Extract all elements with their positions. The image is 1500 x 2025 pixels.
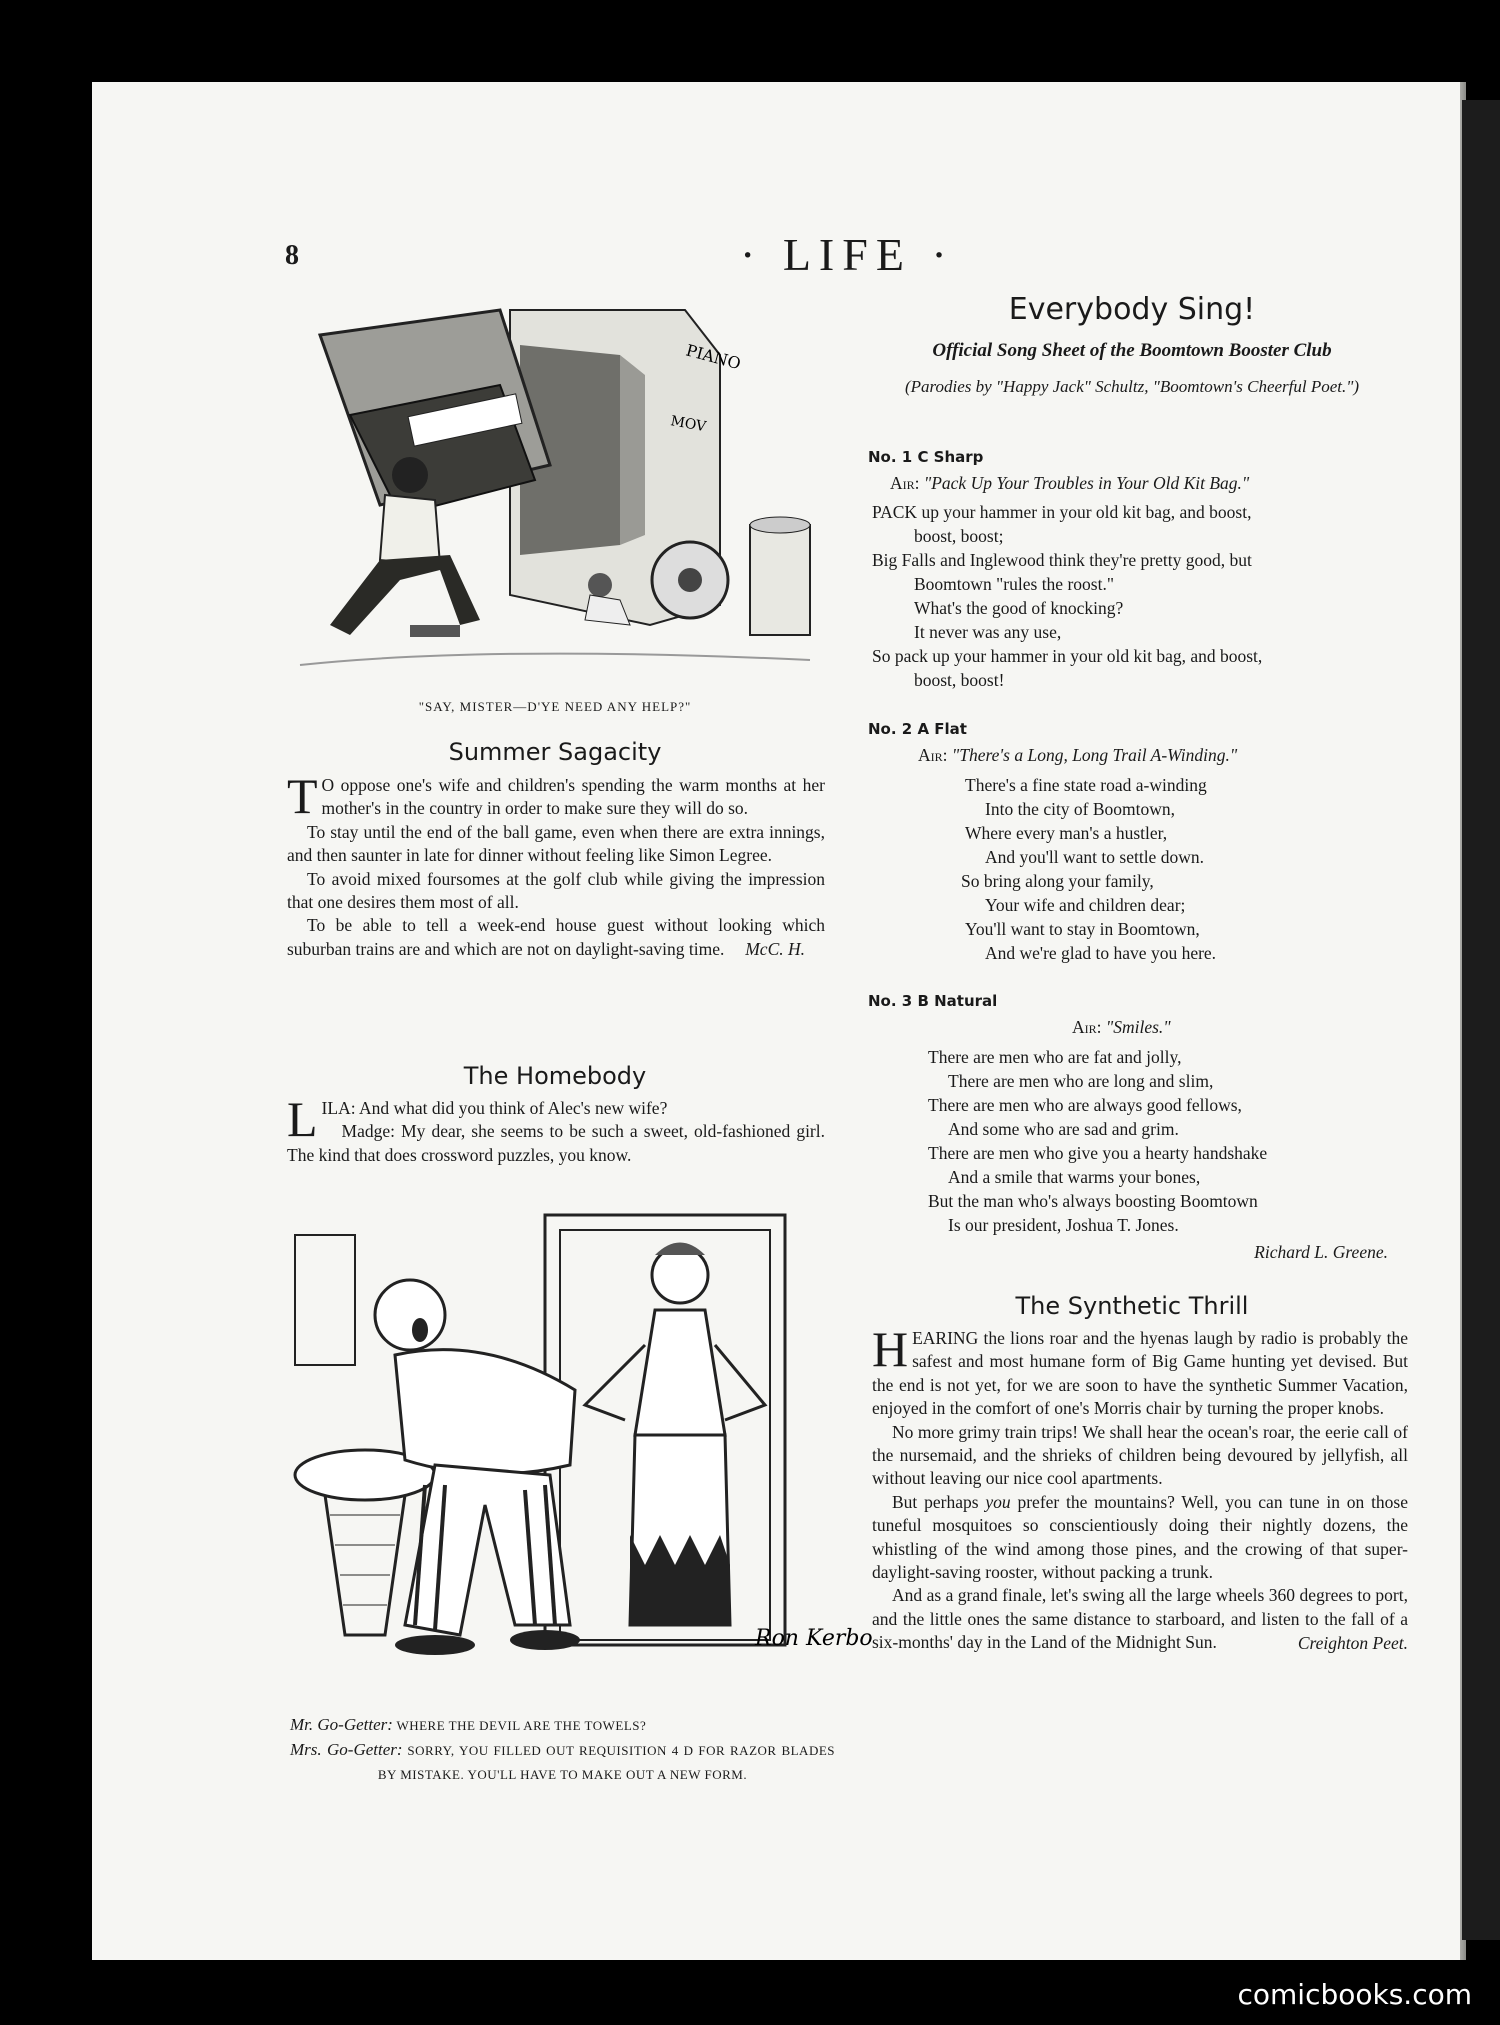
song2-line: Into the city of Boomtown,: [985, 799, 1176, 819]
drop-cap-l: L: [287, 1091, 318, 1147]
song2-line: And you'll want to settle down.: [985, 847, 1204, 867]
song-sheet-credits: (Parodies by "Happy Jack" Schultz, "Boomtown's Cheerful Poet."): [904, 377, 1360, 396]
summer-sagacity-signature: McC. H.: [745, 939, 805, 960]
synthetic-thrill-p3b: prefer the mountains? Well, you can tune in on those tuneful mosquitoes so conscientiously doing their nightly dozens, the whistling of the wind among those pines, and the crowing of that super-daylight-saving rooster, without packing a trunk.: [872, 1491, 1409, 1583]
synthetic-thrill-title: The Synthetic Thrill: [1015, 1292, 1249, 1320]
song3-air-label: Air:: [1072, 1017, 1102, 1037]
drop-cap-t: T: [287, 768, 318, 824]
synthetic-thrill-body: [872, 1321, 1409, 1655]
summer-sagacity-p3: To avoid mixed foursomes at the golf club while giving the impression that one desires them most of all.: [287, 868, 825, 913]
song1-line: PACK up your hammer in your old kit bag, and boost,: [872, 502, 1252, 522]
song2-line: Your wife and children dear;: [985, 895, 1186, 915]
homebody-p1: ILA: And what did you think of Alec's new wife?: [321, 1098, 668, 1118]
song-sheet-signature: Richard L. Greene.: [1254, 1242, 1388, 1262]
song2-verse: [961, 773, 1365, 965]
song2-air: [918, 745, 1237, 766]
song1-line: Boomtown "rules the roost.": [914, 574, 1114, 594]
summer-sagacity-p1: O oppose one's wife and children's spending the warm months at her mother's in the country in order to make sure they will do so.: [321, 775, 825, 819]
caption-line-2: SORRY, YOU FILLED OUT REQUISITION 4 D FOR RAZOR BLADES BY MISTAKE. YOU'LL HAVE TO MAKE OUT A NEW FORM.: [377, 1743, 836, 1782]
cartoon1-caption: "SAY, MISTER—D'YE NEED ANY HELP?": [418, 699, 692, 714]
song1-line: Big Falls and Inglewood think they're pretty good, but: [872, 550, 1252, 570]
song1-air: [890, 473, 1249, 494]
masthead: · LIFE ·: [740, 229, 955, 280]
song2-air-label: Air:: [918, 745, 948, 765]
song2-line: So bring along your family,: [961, 871, 1154, 891]
page-number: 8: [285, 240, 299, 271]
synthetic-thrill-p2: No more grimy train trips! We shall hear the ocean's roar, the eerie call of the nursemaid, and the shrieks of children being devoured by jellyfish, all without leaving our nice cool apartments.: [872, 1421, 1408, 1489]
song3-air-title: "Smiles.": [1105, 1017, 1171, 1037]
synthetic-thrill-signature: Creighton Peet.: [1297, 1632, 1408, 1653]
song2-line: There's a fine state road a-winding: [965, 775, 1207, 795]
song3-line: There are men who are long and slim,: [948, 1071, 1214, 1091]
song3-line: There are men who give you a hearty handshake: [928, 1143, 1268, 1163]
song1-air-label: Air:: [890, 473, 920, 493]
van-sign-text-1: PIANO: [683, 340, 743, 374]
summer-sagacity-p4: To be able to tell a week-end house guest without looking which suburban trains are and which are not on daylight-saving time.: [287, 915, 825, 959]
synthetic-thrill-p1: EARING the lions roar and the hyenas laugh by radio is probably the safest and most humane form of Big Game hunting yet devised. But the end is not yet, for we are soon to have the synthetic Summer Vacation, enjoyed in the comfort of one's Morris chair by turning the proper knobs.: [872, 1328, 1408, 1419]
song1-verse: [872, 500, 1407, 692]
drop-cap-h: H: [872, 1321, 909, 1377]
synthetic-thrill-p4: And as a grand finale, let's swing all the large wheels 360 degrees to port, and the little ones the same distance to starboard, and listen to the fall of a six-months' day in the Land of the Midnight Sun.: [872, 1585, 1408, 1653]
song2-line: Where every man's a hustler,: [965, 823, 1168, 843]
everybody-sing-title: Everybody Sing!: [1008, 292, 1256, 327]
summer-sagacity-p2: To stay until the end of the ball game, even when there are extra innings, and then saunter in late for dinner without feeling like Simon Legree.: [287, 821, 825, 866]
synthetic-thrill-p3a: But perhaps: [892, 1491, 979, 1512]
song1-air-title: "Pack Up Your Troubles in Your Old Kit Bag.": [923, 473, 1250, 493]
song1-line: boost, boost;: [914, 526, 1004, 546]
caption-line-1: WHERE THE DEVIL ARE THE TOWELS?: [396, 1718, 647, 1733]
song1-line: What's the good of knocking?: [914, 598, 1124, 618]
song1-line: So pack up your hammer in your old kit bag, and boost,: [872, 646, 1263, 666]
synthetic-thrill-p3: [872, 1491, 1408, 1585]
caption-speaker-1: Mr. Go-Getter:: [290, 1715, 393, 1734]
binding-spine: [1462, 100, 1500, 1940]
go-getter-cartoon: [285, 1205, 873, 1675]
song3-line: There are men who are fat and jolly,: [928, 1047, 1182, 1067]
homebody-title: The Homebody: [463, 1062, 647, 1090]
song3-verse: [928, 1045, 1368, 1237]
van-sign-text-2: MOV: [669, 413, 708, 436]
song3-line: There are men who are always good fellows,: [928, 1095, 1242, 1115]
song3-line: Is our president, Joshua T. Jones.: [948, 1215, 1179, 1235]
song1-line: It never was any use,: [914, 622, 1062, 642]
caption-speaker-2: Mrs. Go-Getter:: [290, 1740, 403, 1759]
artist-signature: Ron Kerbo: [755, 1626, 873, 1651]
song2-heading: No. 2 A Flat: [868, 720, 967, 738]
homebody-p2: Madge: My dear, she seems to be such a sweet, old-fashioned girl. The kind that does crossword puzzles, you know.: [287, 1121, 825, 1165]
piano-mover-cartoon: [290, 295, 820, 695]
song1-line: boost, boost!: [914, 670, 1005, 690]
synthetic-thrill-p3-emphasis: you: [985, 1491, 1011, 1512]
song2-line: You'll want to stay in Boomtown,: [965, 919, 1200, 939]
song1-heading: No. 1 C Sharp: [868, 448, 984, 466]
song3-heading: No. 3 B Natural: [868, 992, 998, 1010]
cartoon2-caption: [290, 1713, 835, 1787]
song2-air-title: "There's a Long, Long Trail A-Winding.": [951, 745, 1238, 765]
song3-line: But the man who's always boosting Boomtown: [928, 1191, 1258, 1211]
summer-sagacity-title: Summer Sagacity: [448, 738, 662, 766]
homebody-body: [287, 1091, 825, 1167]
song3-air: [1072, 1017, 1171, 1038]
song3-line: And a smile that warms your bones,: [948, 1167, 1201, 1187]
watermark: comicbooks.com: [1237, 1978, 1472, 2011]
song3-line: And some who are sad and grim.: [948, 1119, 1179, 1139]
song2-line: And we're glad to have you here.: [985, 943, 1217, 963]
song-sheet-subtitle: Official Song Sheet of the Boomtown Booster Club: [932, 340, 1332, 361]
summer-sagacity-body: [287, 768, 825, 962]
